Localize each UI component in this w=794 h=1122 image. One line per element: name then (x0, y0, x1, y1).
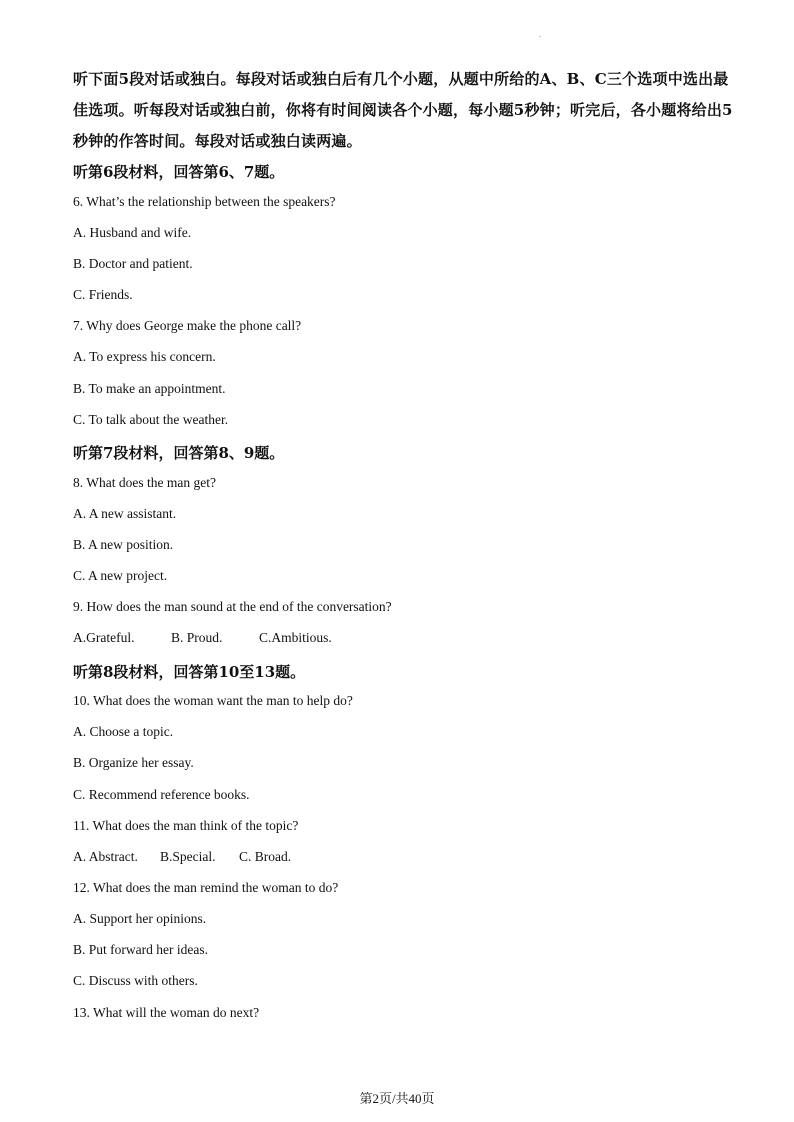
option-7b: B. To make an appointment. (73, 381, 226, 396)
option-11c: C. Broad. (239, 849, 292, 864)
question-10: 10. What does the woman want the man to help do? (73, 693, 353, 708)
page-number-footer: 第2页/共40页 (359, 1091, 435, 1106)
option-8a: A. A new assistant. (73, 506, 177, 521)
option-9b: B. Proud. (171, 630, 223, 645)
section-heading: 听第7段材料，回答第8、9题。 (73, 444, 285, 462)
question-13: 13. What will the woman do next? (73, 1005, 260, 1020)
option-6c: C. Friends. (73, 287, 133, 302)
question-7: 7. Why does George make the phone call? (73, 318, 302, 333)
options-11 (73, 849, 291, 865)
option-12b: B. Put forward her ideas. (73, 942, 208, 957)
option-12a: A. Support her opinions. (73, 911, 207, 926)
option-11b: B.Special. (160, 849, 216, 864)
section-heading: 听第8段材料，回答第10至13题。 (73, 663, 306, 681)
question-6: 6. What’s the relationship between the speakers? (73, 194, 336, 209)
options-9 (73, 630, 332, 646)
option-7a: A. To express his concern. (73, 349, 216, 364)
header-mark: . (539, 30, 541, 39)
listening-instructions: 听下面5段对话或独白。每段对话或独白后有几个小题，从题中所给的A、B、C三个选项中选出最佳选项。听每段对话或独白前，你将有时间阅读各个小题，每小题5秒钟；听完后，各小题将给出5秒钟的作答时间。每段对话或独白读两遍。 (73, 70, 733, 150)
section-heading: 听第6段材料，回答第6、7题。 (73, 163, 285, 181)
option-10b: B. Organize her essay. (73, 755, 194, 770)
option-6b: B. Doctor and patient. (73, 256, 193, 271)
question-9: 9. How does the man sound at the end of the conversation? (73, 599, 392, 614)
option-6a: A. Husband and wife. (73, 225, 192, 240)
option-8c: C. A new project. (73, 568, 168, 583)
option-7c: C. To talk about the weather. (73, 412, 229, 427)
question-8: 8. What does the man get? (73, 475, 216, 490)
question-11: 11. What does the man think of the topic? (73, 818, 299, 833)
question-12: 12. What does the man remind the woman to do? (73, 880, 339, 895)
option-10c: C. Recommend reference books. (73, 787, 250, 802)
option-8b: B. A new position. (73, 537, 174, 552)
option-12c: C. Discuss with others. (73, 973, 198, 988)
option-10a: A. Choose a topic. (73, 724, 174, 739)
option-9c: C.Ambitious. (259, 630, 332, 645)
option-9a: A.Grateful. (73, 630, 135, 645)
option-11a: A. Abstract. (73, 849, 138, 864)
